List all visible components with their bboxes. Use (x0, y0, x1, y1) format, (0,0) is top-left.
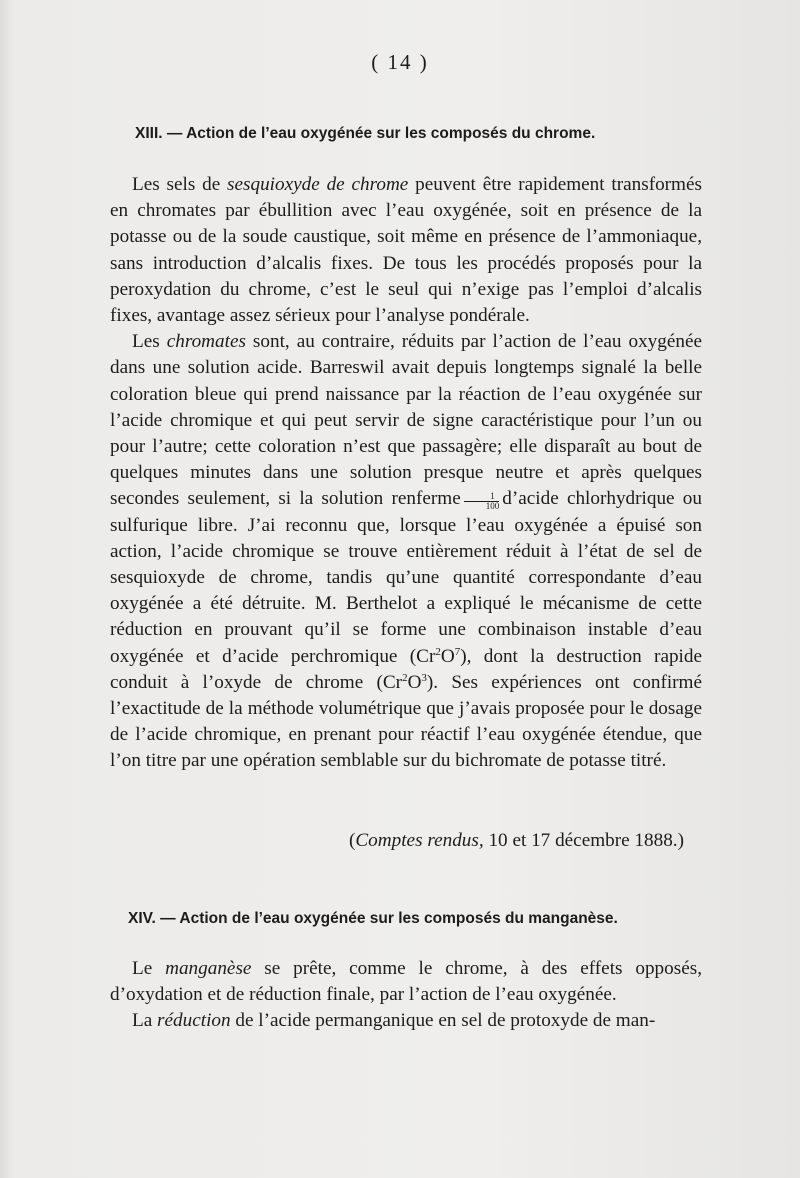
paragraph-sesquioxyde: Les sels de sesquioxyde de chrome peuvent être rapidement transformés en chromates par ébullition avec l’eau oxygénée, soit en présence de la potasse ou de la soude caustique, soit même en présence de l’ammoniaque, sans introduction d’alcalis fixes. De tous les procédés proposés pour la peroxydation du chrome, c’est le seul qui n’exige pas l’emploi d’alcalis fixes, avantage assez sérieux pour l’analyse pondérale. (110, 174, 702, 327)
section-xiv-body (110, 956, 702, 1035)
paragraph-reduction: La réduction de l’acide permanganique en sel de protoxyde de man- (132, 1010, 656, 1032)
section-xiii-body (110, 172, 702, 775)
page-number: ( 14 ) (371, 50, 429, 74)
fraction-one-hundredth: $\frac{1}{100}$ (464, 492, 500, 511)
citation-comptes-rendus: (Comptes rendus, 10 et 17 décembre 1888.) (348, 830, 684, 851)
section-title-xiv: XIV. — Action de l’eau oxygénée sur les composés du manganèse. (128, 910, 618, 927)
section-title-xiii: XIII. — Action de l’eau oxygénée sur les composés du chrome. (135, 125, 596, 142)
paragraph-manganese: Le manganèse se prête, comme le chrome, à des effets opposés, d’oxydation et de réduction finale, par l’action de l’eau oxygénée. (110, 958, 702, 1006)
paragraph-chromates: Les chromates sont, au contraire, réduits par l’action de l’eau oxygénée dans une solution acide. Barreswil avait depuis longtemps signalé la belle coloration bleue qui prend naissance par la réaction de l’eau oxygénée sur l’acide chromique et qui peut servir de signe caractéristique pour l’un ou pour l’autre; cette coloration n’est que passagère; elle disparaît au bout de quelques minutes dans une solution presque neutre et après quelques secondes seulement, si la solution renferme $\frac{1}{100}$ d’acide chlorhydrique ou sulfurique libre. J’ai reconnu que, lorsque l’eau oxygénée a épuisé son action, l’acide chromique se trouve entièrement réduit à l’état de sel de sesquioxyde de chrome, tandis qu’une quantité correspondante d’eau oxygénée a été détruite. M. Berthelot a expliqué le mécanisme de cette réduction en prouvant qu’il se forme une combinaison instable d’eau oxygénée et d’acide perchromique $(Cr^2O^7)$, dont la destruction rapide conduit à l’oxyde de chrome $(Cr^2O^3)$. Ses expériences ont confirmé l’exactitude de la méthode volumétrique que j’avais proposée pour le dosage de l’acide chromique, en prenant pour réactif l’eau oxygénée étendue, que l’on titre par une opération semblable sur du bichromate de potasse titré. (110, 331, 703, 772)
